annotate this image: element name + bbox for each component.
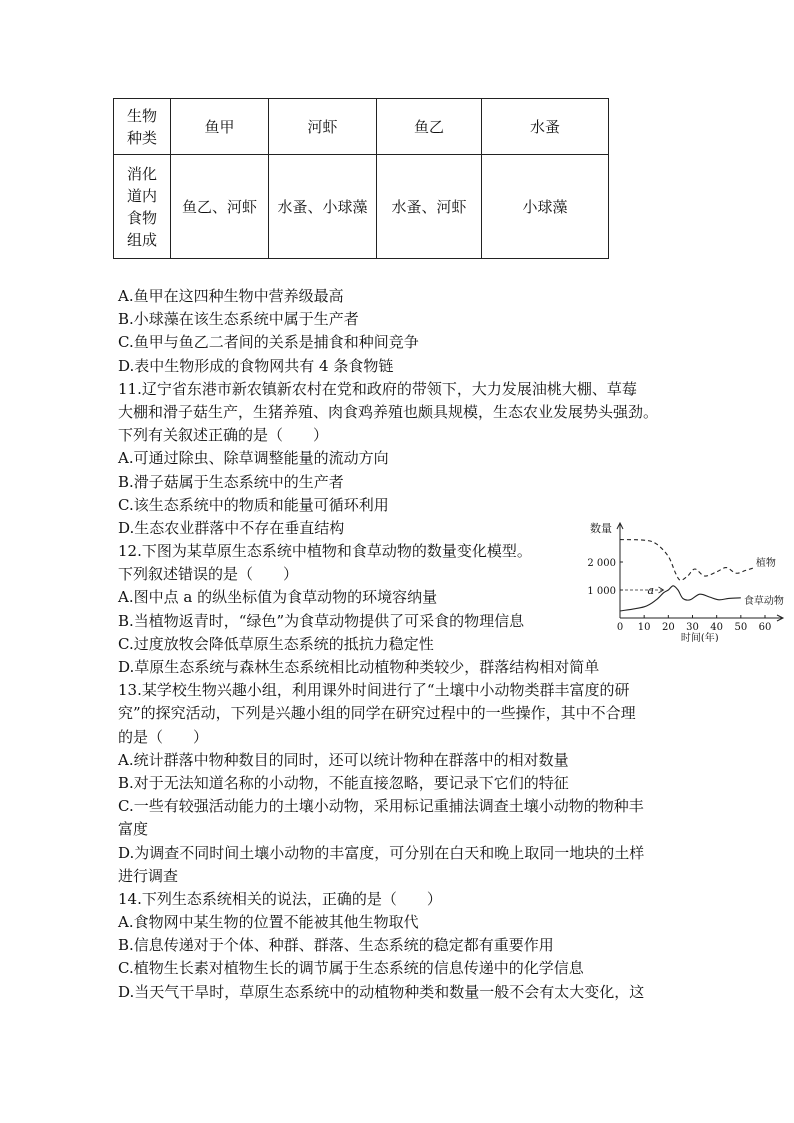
x-tick-label: 10 [637, 622, 651, 633]
text-line: B.滑子菇属于生态系统中的生产者 [118, 472, 344, 491]
text-line: 的是（ ） [118, 727, 209, 746]
text-line: C.植物生长素对植物生长的调节属于生态系统的信息传递中的化学信息 [118, 959, 584, 978]
series-line-herbivores [620, 586, 741, 611]
x-tick-label: 40 [710, 622, 724, 633]
table-cell: 水蚤、河虾 [377, 155, 482, 259]
y-axis-label: 数量 [590, 522, 612, 535]
text-line: B.当植物返青时，“绿色”为食草动物提供了可采食的物理信息 [118, 611, 525, 630]
point-a-label: a [647, 584, 655, 597]
text-line: A.图中点 a 的纵坐标值为食草动物的环境容纳量 [118, 588, 438, 607]
text-line: B.对于无法知道名称的小动物，不能直接忽略，要记录下它们的特征 [118, 773, 569, 792]
table-cell: 鱼甲 [171, 99, 269, 155]
table-cell: 小球藻 [482, 155, 609, 259]
series-line-plants [620, 540, 753, 581]
x-tick-label: 30 [686, 622, 699, 633]
text-line: D.当天气干旱时，草原生态系统中的动植物种类和数量一般不会有太大变化，这 [118, 982, 645, 1001]
header-text: 种类 [126, 128, 157, 147]
text-line: 14.下列生态系统相关的说法，正确的是（ ） [118, 889, 442, 908]
text-line: A.鱼甲在这四种生物中营养级最高 [118, 287, 344, 305]
text-line: C.该生态系统中的物质和能量可循环利用 [118, 495, 389, 514]
text-line: A.统计群落中物种数目的同时，还可以统计物种在群落中的相对数量 [118, 750, 569, 769]
y-tick-label: 2 000 [587, 558, 616, 569]
table-row [114, 99, 609, 155]
text-line: 大棚和滑子菇生产，生猪养殖、肉食鸡养殖也颇具规模，生态农业发展势头强劲。 [118, 402, 659, 421]
text-line: B.小球藻在该生态系统中属于生产者 [118, 310, 359, 329]
text-line: 12.下图为某草原生态系统中植物和食草动物的数量变化模型。 [118, 542, 532, 561]
header-text: 食物 [126, 208, 157, 227]
table-row [114, 155, 609, 259]
table-cell: 河虾 [269, 99, 377, 155]
text-line: 究”的探究活动，下列是兴趣小组的同学在研究过程中的一些操作，其中不合理 [118, 704, 636, 723]
text-line: D.为调查不同时间土壤小动物的丰富度，可分别在白天和晚上取同一地块的土样 [118, 843, 645, 862]
header-text: 道内 [126, 186, 157, 205]
text-line: 11.辽宁省东港市新农镇新农村在党和政府的带领下，大力发展油桃大棚、草莓 [118, 379, 637, 398]
text-line: D.生态农业群落中不存在垂直结构 [118, 518, 345, 537]
text-line: D.草原生态系统与森林生态系统相比动植物种类较少，群落结构相对简单 [118, 658, 600, 676]
text-line: 富度 [118, 820, 149, 839]
header-text: 消化 [126, 164, 157, 183]
chart-series [620, 540, 753, 611]
text-line: 进行调查 [118, 866, 179, 885]
x-tick-label: 20 [661, 622, 675, 633]
table-header-cell [114, 155, 171, 259]
text-line: A.食物网中某生物的位置不能被其他生物取代 [118, 913, 419, 932]
table-cell: 水蚤、小球藻 [269, 155, 377, 259]
text-line: 下列叙述错误的是（ ） [118, 565, 299, 584]
x-tick-label: 60 [758, 622, 772, 633]
table-cell: 鱼乙 [377, 99, 482, 155]
text-line: B.信息传递对于个体、种群、群落、生态系统的稳定都有重要作用 [118, 936, 554, 955]
text-line: D.表中生物形成的食物网共有 4 条食物链 [118, 356, 394, 375]
text-line: 13.某学校生物兴趣小组，利用课外时间进行了“土壤中小动物类群丰富度的研 [118, 681, 630, 700]
x-axis-label: 时间(年) [680, 633, 719, 642]
y-tick-label: 1 000 [587, 586, 616, 597]
text-line: C.鱼甲与鱼乙二者间的关系是捕食和种间竞争 [118, 333, 419, 352]
x-tick-label: 50 [734, 622, 748, 633]
text-line: C.一些有较强活动能力的土壤小动物，采用标记重捕法调查土壤小动物的物种丰 [118, 797, 644, 816]
text-line: A.可通过除虫、除草调整能量的流动方向 [118, 449, 389, 468]
text-line: 下列有关叙述正确的是（ ） [118, 426, 329, 445]
table-cell: 鱼乙、河虾 [171, 155, 269, 259]
text-line: C.过度放牧会降低草原生态系统的抵抗力稳定性 [118, 634, 434, 653]
header-text: 组成 [126, 230, 157, 249]
series-label: 植物 [755, 558, 776, 570]
header-text: 生物 [126, 106, 157, 125]
organism-diet-table [113, 98, 609, 259]
chart-labels [587, 521, 783, 642]
table-header-cell [114, 99, 171, 155]
population-chart [580, 512, 785, 642]
table-cell: 水蚤 [482, 99, 609, 155]
series-label: 食草动物 [743, 595, 784, 607]
x-tick-label: 0 [616, 622, 624, 633]
question-text [118, 285, 688, 1004]
